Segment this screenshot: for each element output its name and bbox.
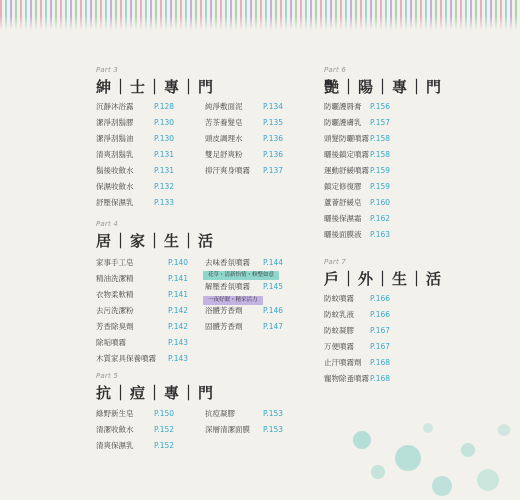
entry-title: 木質家具保養噴霧 (96, 353, 156, 363)
entry-page-number: P.144 (263, 257, 284, 267)
p3-col2 (205, 98, 283, 178)
entry-page-number: P.160 (370, 197, 391, 207)
p7-col1 (324, 290, 390, 386)
toc-entry[interactable] (324, 114, 390, 130)
section-title: 抗｜痘｜專｜門 (96, 384, 216, 402)
entry-page-number: P.153 (263, 408, 284, 418)
entry-title: 抗痘凝膠 (205, 408, 235, 418)
entry-page-number: P.152 (154, 424, 175, 434)
toc-entry[interactable] (205, 114, 283, 130)
entry-title: 曬後面膜液 (324, 229, 362, 239)
toc-entry[interactable] (324, 98, 390, 114)
tag-sleep: 一夜好眠・精采活力 (203, 296, 263, 305)
toc-entry[interactable] (205, 254, 283, 270)
toc-entry[interactable] (324, 226, 390, 242)
entry-page-number: P.143 (168, 353, 189, 363)
entry-title: 鎮定修復膠 (324, 181, 362, 191)
entry-title: 蘆薈舒緩皂 (324, 197, 362, 207)
entry-title: 解壓香氛噴霧 (205, 281, 250, 291)
part-label: Part 6 (324, 66, 347, 74)
entry-page-number: P.128 (154, 101, 175, 111)
toc-entry[interactable] (324, 130, 390, 146)
toc-entry[interactable] (96, 114, 174, 130)
entry-page-number: P.150 (154, 408, 175, 418)
toc-entry[interactable] (324, 322, 390, 338)
toc-entry[interactable] (324, 178, 390, 194)
toc-entry[interactable] (96, 178, 174, 194)
entry-page-number: P.131 (154, 149, 175, 159)
toc-entry[interactable] (96, 270, 188, 286)
entry-page-number: P.166 (370, 293, 391, 303)
toc-entry[interactable] (205, 278, 283, 294)
entry-page-number: P.147 (263, 321, 284, 331)
part-label: Part 7 (324, 258, 347, 266)
entry-title: 雙足舒爽粉 (205, 149, 243, 159)
entry-title: 止汗噴霧劑 (324, 357, 362, 367)
toc-entry[interactable] (205, 130, 283, 146)
decorative-stripes (0, 0, 520, 30)
toc-entry[interactable] (96, 146, 174, 162)
toc-entry[interactable] (96, 130, 174, 146)
p5-col2 (205, 405, 283, 437)
entry-title: 精油洗潔精 (96, 273, 134, 283)
toc-entry[interactable] (324, 290, 390, 306)
entry-page-number: P.152 (154, 440, 175, 450)
entry-title: 舒壓保濕乳 (96, 197, 134, 207)
entry-title: 頭皮調理水 (205, 133, 243, 143)
entry-page-number: P.136 (263, 133, 284, 143)
entry-title: 家事手工皂 (96, 257, 134, 267)
toc-entry[interactable] (205, 318, 283, 334)
entry-page-number: P.146 (263, 305, 284, 315)
entry-title: 清潔收斂水 (96, 424, 134, 434)
entry-page-number: P.130 (154, 117, 175, 127)
section-title: 紳｜士｜專｜門 (96, 78, 216, 96)
entry-title: 綠野新生皂 (96, 408, 134, 418)
entry-title: 防蚊噴霧 (324, 293, 354, 303)
entry-page-number: P.145 (263, 281, 284, 291)
toc-entry[interactable] (96, 437, 174, 453)
entry-page-number: P.156 (370, 101, 391, 111)
entry-page-number: P.136 (263, 149, 284, 159)
entry-title: 潔淨刮鬍膠 (96, 117, 134, 127)
toc-entry[interactable] (96, 350, 188, 366)
tag-fresh: 花草・清新怡情・修整如意 (203, 271, 279, 280)
section-title: 居｜家｜生｜活 (96, 232, 216, 250)
entry-page-number: P.168 (370, 373, 391, 383)
entry-page-number: P.141 (168, 273, 189, 283)
toc-entry[interactable] (205, 146, 283, 162)
toc-entry[interactable] (205, 405, 283, 421)
toc-entry[interactable] (96, 286, 188, 302)
entry-title: 曬後鎮定噴霧 (324, 149, 369, 159)
toc-entry[interactable] (324, 338, 390, 354)
entry-title: 苦茶養髮皂 (205, 117, 243, 127)
entry-page-number: P.168 (370, 357, 391, 367)
toc-entry[interactable] (205, 98, 283, 114)
toc-entry[interactable] (96, 334, 188, 350)
entry-page-number: P.134 (263, 101, 284, 111)
entry-page-number: P.167 (370, 341, 391, 351)
toc-entry[interactable] (324, 162, 390, 178)
entry-page-number: P.166 (370, 309, 391, 319)
entry-page-number: P.131 (154, 165, 175, 175)
entry-title: 純淨敷面泥 (205, 101, 243, 111)
toc-entry[interactable] (96, 194, 174, 210)
toc-entry[interactable] (96, 254, 188, 270)
entry-title: 固體芳香劑 (205, 321, 243, 331)
entry-title: 防曬護膚乳 (324, 117, 362, 127)
toc-entry[interactable] (324, 194, 390, 210)
entry-title: 浴體芳香劑 (205, 305, 243, 315)
toc-entry[interactable] (96, 162, 174, 178)
p6-col1 (324, 98, 390, 242)
part-label: Part 5 (96, 372, 119, 380)
entry-title: 去污洗潔粉 (96, 305, 134, 315)
toc-entry[interactable] (324, 210, 390, 226)
decorative-watercolor-dots (338, 410, 520, 500)
p4-col2 (205, 254, 283, 334)
part-label: Part 4 (96, 220, 119, 228)
entry-title: 寵物除蚤噴霧 (324, 373, 369, 383)
p4-col1 (96, 254, 188, 366)
entry-title: 運動舒緩噴霧 (324, 165, 369, 175)
toc-entry[interactable] (96, 98, 174, 114)
entry-page-number: P.167 (370, 325, 391, 335)
toc-entry[interactable] (324, 306, 390, 322)
entry-title: 抑汗爽身噴霧 (205, 165, 250, 175)
entry-page-number: P.130 (154, 133, 175, 143)
entry-title: 深層清潔面膜 (205, 424, 250, 434)
entry-title: 曬後保濕霜 (324, 213, 362, 223)
entry-title: 防曬護脣膏 (324, 101, 362, 111)
entry-title: 防蚊乳液 (324, 309, 354, 319)
entry-page-number: P.159 (370, 181, 391, 191)
entry-title: 頭髮防曬噴霧 (324, 133, 369, 143)
toc-entry[interactable] (96, 302, 188, 318)
section-title: 戶｜外｜生｜活 (324, 270, 444, 288)
entry-page-number: P.159 (370, 165, 391, 175)
toc-entry[interactable] (205, 421, 283, 437)
toc-entry[interactable] (324, 146, 390, 162)
entry-page-number: P.135 (263, 117, 284, 127)
p5-col1 (96, 405, 174, 453)
entry-title: 防蚊凝膠 (324, 325, 354, 335)
entry-page-number: P.158 (370, 149, 391, 159)
p3-col1 (96, 98, 174, 210)
toc-entry[interactable] (96, 318, 188, 334)
entry-page-number: P.132 (154, 181, 175, 191)
toc-entry[interactable] (96, 405, 174, 421)
entry-page-number: P.137 (263, 165, 284, 175)
entry-page-number: P.157 (370, 117, 391, 127)
entry-title: 芳香除臭劑 (96, 321, 134, 331)
entry-page-number: P.133 (154, 197, 175, 207)
entry-page-number: P.163 (370, 229, 391, 239)
toc-entry[interactable] (324, 354, 390, 370)
entry-title: 鬍後收斂水 (96, 165, 134, 175)
toc-entry[interactable] (205, 162, 283, 178)
entry-title: 除垢噴霧 (96, 337, 126, 347)
toc-entry[interactable] (96, 421, 174, 437)
entry-title: 清爽刮鬍乳 (96, 149, 134, 159)
toc-entry[interactable] (324, 370, 390, 386)
entry-page-number: P.142 (168, 305, 189, 315)
entry-page-number: P.158 (370, 133, 391, 143)
entry-title: 沉靜沐浴露 (96, 101, 134, 111)
entry-title: 保濕收斂水 (96, 181, 134, 191)
entry-page-number: P.162 (370, 213, 391, 223)
entry-title: 潔淨刮鬍油 (96, 133, 134, 143)
part-label: Part 3 (96, 66, 119, 74)
entry-page-number: P.153 (263, 424, 284, 434)
entry-page-number: P.142 (168, 321, 189, 331)
entry-page-number: P.141 (168, 289, 189, 299)
entry-page-number: P.140 (168, 257, 189, 267)
entry-title: 衣物柔軟精 (96, 289, 134, 299)
entry-title: 万便噴霧 (324, 341, 354, 351)
section-title: 艷｜陽｜專｜門 (324, 78, 444, 96)
entry-page-number: P.143 (168, 337, 189, 347)
entry-title: 去味香氛噴霧 (205, 257, 250, 267)
entry-title: 清爽保濕乳 (96, 440, 134, 450)
